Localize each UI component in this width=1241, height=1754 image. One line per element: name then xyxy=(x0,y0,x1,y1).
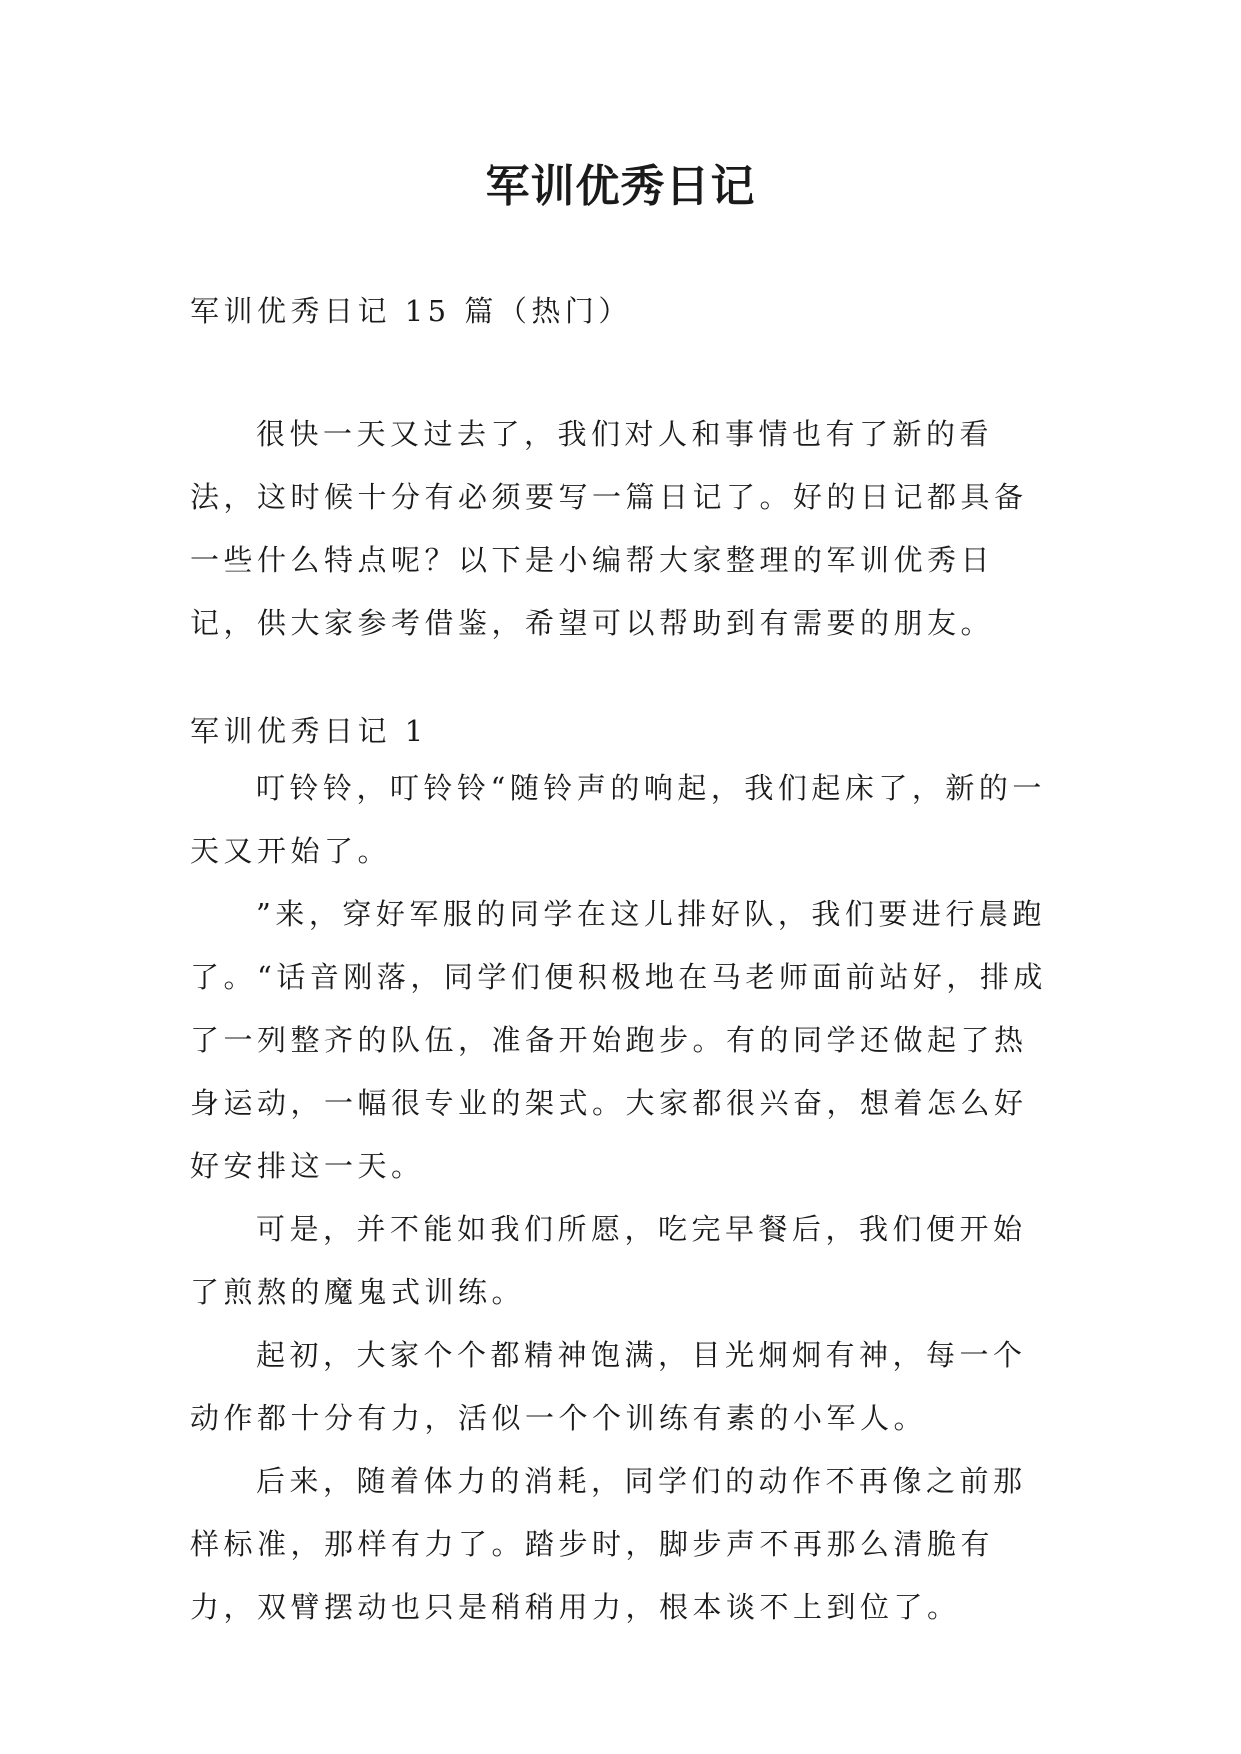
body-paragraph: 后来，随着体力的消耗，同学们的动作不再像之前那样标准，那样有力了。踏步时，脚步声不再那么清脆有力，双臂摆动也只是稍稍用力，根本谈不上到位了。 xyxy=(190,1464,1027,1624)
section-body xyxy=(190,757,1050,1639)
section-heading: 军训优秀日记 1 xyxy=(190,714,428,748)
intro-paragraph: 很快一天又过去了，我们对人和事情也有了新的看法，这时候十分有必须要写一篇日记了。好的日记都具备一些什么特点呢？以下是小编帮大家整理的军训优秀日记，供大家参考借鉴，希望可以帮助到有需要的朋友。 xyxy=(190,417,1028,640)
body-paragraph: 可是，并不能如我们所愿，吃完早餐后，我们便开始了煎熬的魔鬼式训练。 xyxy=(190,1212,1027,1309)
body-paragraph: 起初，大家个个都精神饱满，目光炯炯有神，每一个动作都十分有力，活似一个个训练有素的小军人。 xyxy=(190,1338,1027,1435)
document-subtitle: 军训优秀日记 15 篇（热门） xyxy=(190,294,632,328)
body-paragraph: ”来，穿好军服的同学在这儿排好队，我们要进行晨跑了。“话音刚落，同学们便积极地在马老师面前站好，排成了一列整齐的队伍，准备开始跑步。有的同学还做起了热身运动，一幅很专业的架式。大家都很兴奋，想着怎么好好安排这一天。 xyxy=(190,897,1047,1183)
document-title: 军训优秀日记 xyxy=(485,161,756,212)
body-paragraph: 叮铃铃，叮铃铃“随铃声的响起，我们起床了，新的一天又开始了。 xyxy=(190,771,1046,868)
